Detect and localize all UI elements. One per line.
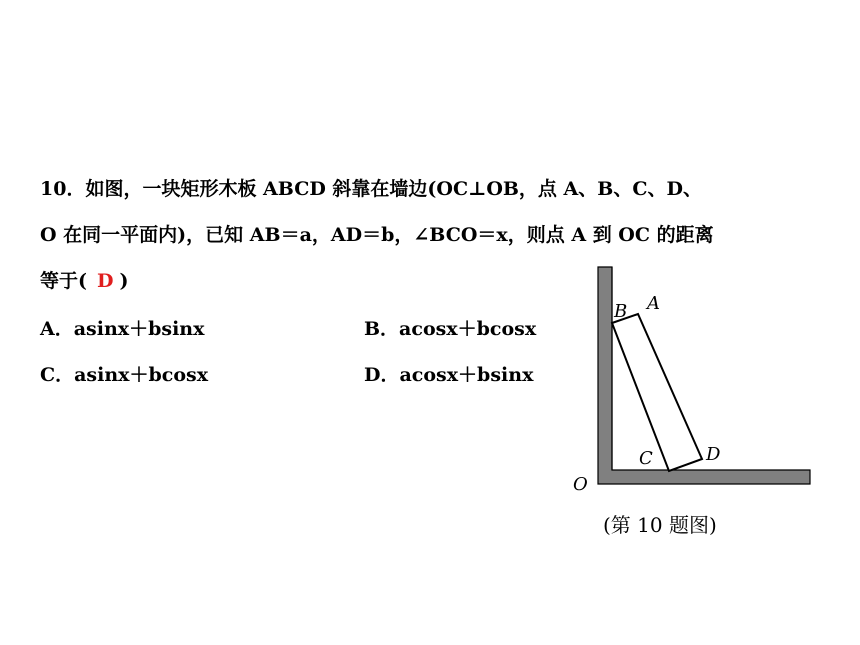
label-a: A [647,293,660,314]
label-b: B [614,301,628,322]
option-d: D．acosx＋bsinx [364,364,534,386]
option-a: A．asinx＋bsinx [40,318,205,340]
board-rectangle [612,314,702,471]
answer-mark: D [97,270,114,292]
question-line-1: 10．如图，一块矩形木板 ABCD 斜靠在墙边(OC⊥OB，点 A、B、C、D、 [40,178,702,200]
question-line-3 [40,266,128,293]
figure-caption: (第 10 题图) [603,513,717,537]
geometry-figure [565,262,815,542]
question-stem-end: 等于( [40,270,87,292]
label-o: O [573,474,588,495]
label-d: D [706,444,721,465]
label-c: C [639,448,653,469]
wall [598,267,810,484]
question-line-2: O 在同一平面内)，已知 AB＝a，AD＝b，∠BCO＝x，则点 A 到 OC 的距离 [40,224,714,246]
question-bracket-close: ) [119,270,129,292]
option-b: B．acosx＋bcosx [364,318,537,340]
option-c: C．asinx＋bcosx [40,364,209,386]
